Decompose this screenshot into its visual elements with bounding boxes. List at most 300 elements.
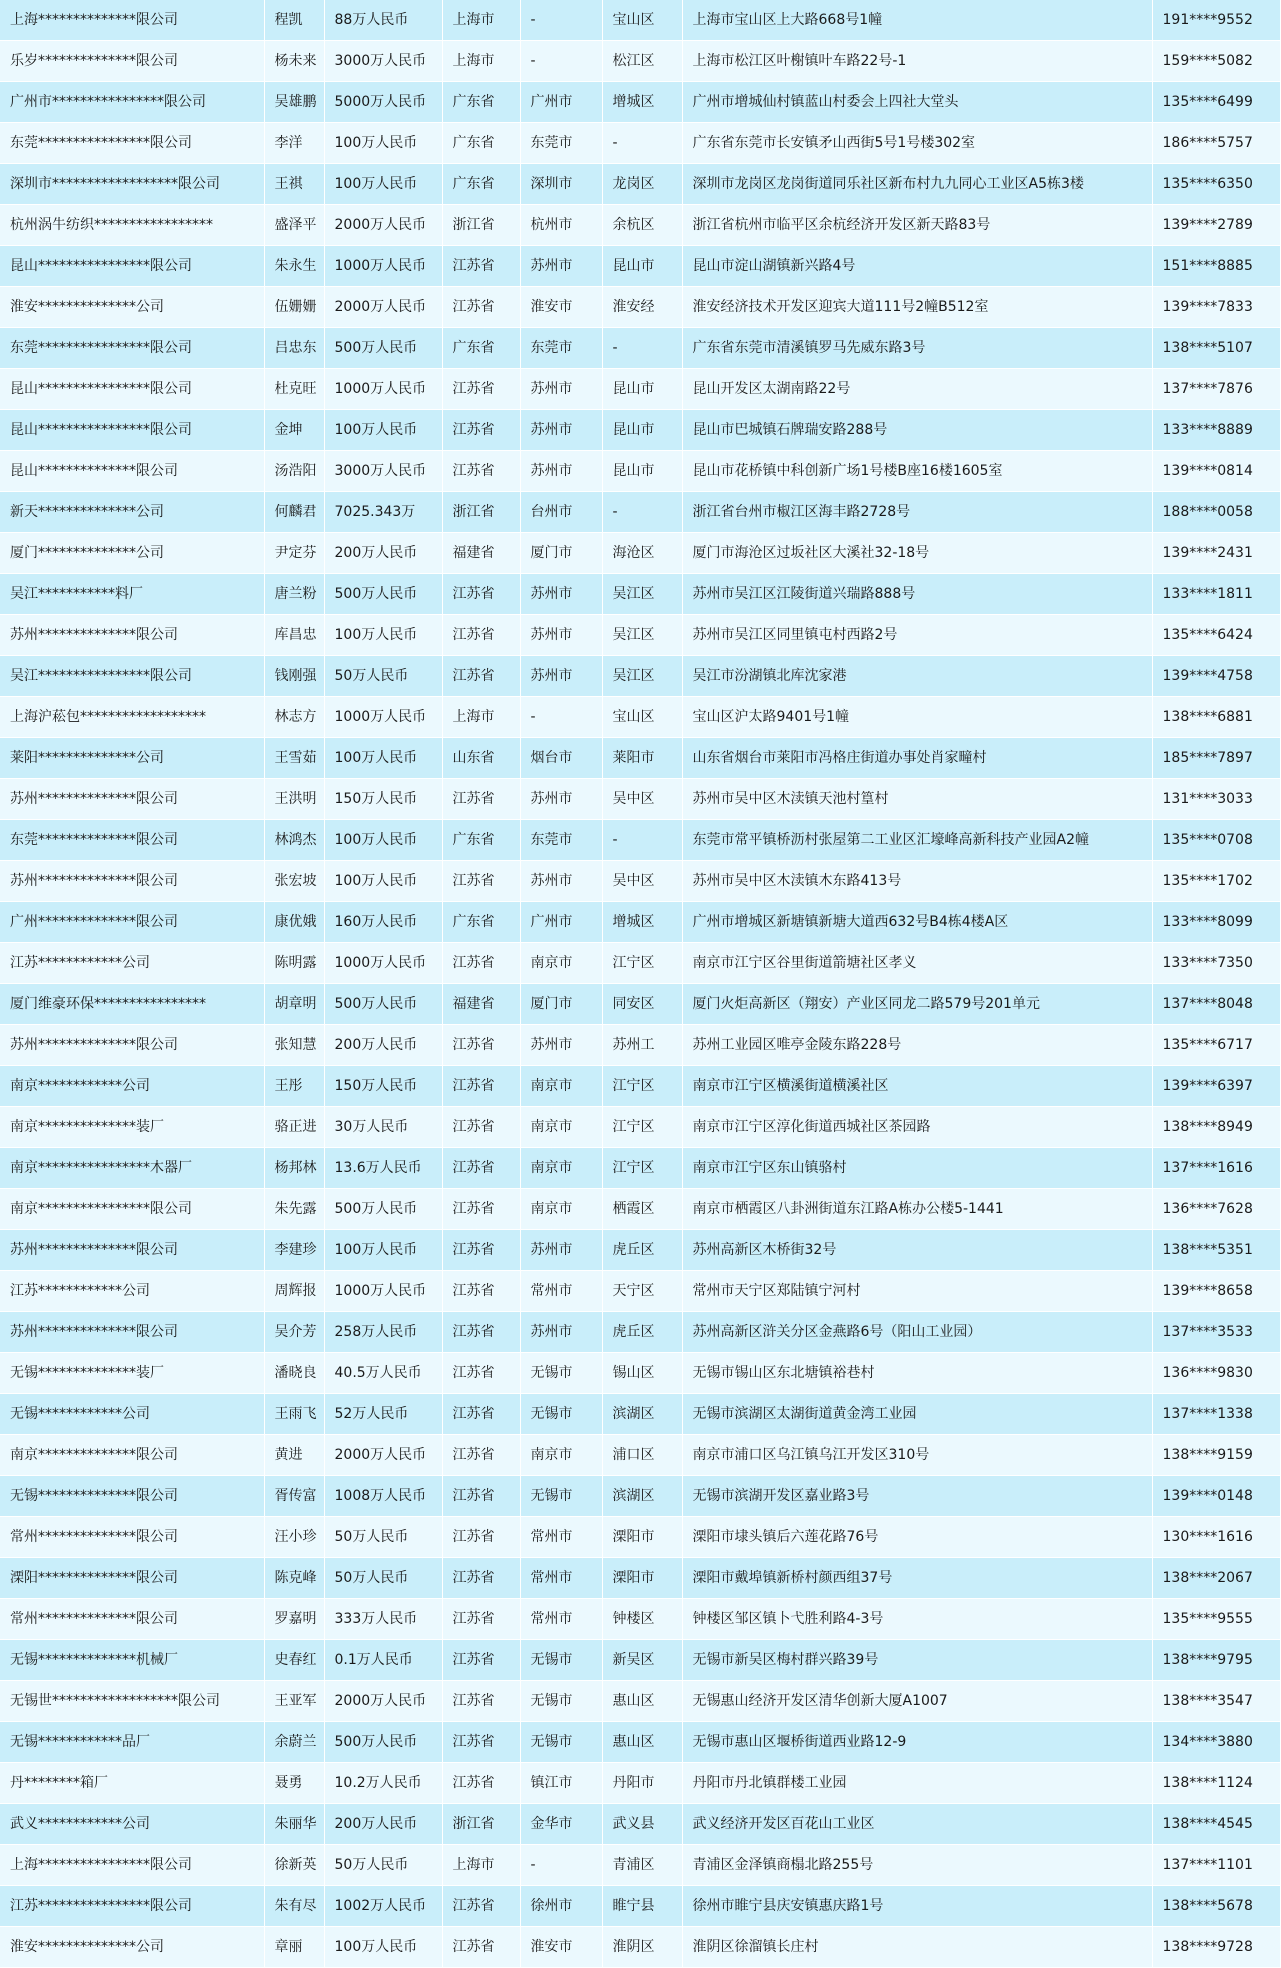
table-row <box>0 1066 1280 1107</box>
phone-cell: 139****0148 <box>1152 1476 1280 1517</box>
city-cell: 东莞市 <box>520 820 602 861</box>
phone-cell: 136****9830 <box>1152 1353 1280 1394</box>
phone-cell: 135****6717 <box>1152 1025 1280 1066</box>
province-cell: 江苏省 <box>442 1640 520 1681</box>
phone-cell: 138****3547 <box>1152 1681 1280 1722</box>
legal-person-cell: 朱有尽 <box>264 1886 324 1927</box>
registered-capital-cell: 0.1万人民币 <box>324 1640 442 1681</box>
district-cell: 青浦区 <box>602 1845 682 1886</box>
legal-person-cell: 罗嘉明 <box>264 1599 324 1640</box>
district-cell: 吴江区 <box>602 574 682 615</box>
province-cell: 江苏省 <box>442 1066 520 1107</box>
phone-cell: 185****7897 <box>1152 738 1280 779</box>
address-cell: 溧阳市戴埠镇新桥村颜西组37号 <box>682 1558 1152 1599</box>
table-row <box>0 656 1280 697</box>
table-row <box>0 574 1280 615</box>
company-name-cell: 东莞****************限公司 <box>0 123 264 164</box>
city-cell: 苏州市 <box>520 861 602 902</box>
phone-cell: 135****9555 <box>1152 1599 1280 1640</box>
table-row <box>0 1230 1280 1271</box>
company-name-cell: 东莞****************限公司 <box>0 328 264 369</box>
phone-cell: 133****1811 <box>1152 574 1280 615</box>
legal-person-cell: 汤浩阳 <box>264 451 324 492</box>
district-cell: - <box>602 328 682 369</box>
legal-person-cell: 史春红 <box>264 1640 324 1681</box>
registered-capital-cell: 100万人民币 <box>324 820 442 861</box>
province-cell: 江苏省 <box>442 1558 520 1599</box>
legal-person-cell: 钱刚强 <box>264 656 324 697</box>
phone-cell: 138****8949 <box>1152 1107 1280 1148</box>
city-cell: 无锡市 <box>520 1353 602 1394</box>
city-cell: 苏州市 <box>520 1025 602 1066</box>
district-cell: 浦口区 <box>602 1435 682 1476</box>
phone-cell: 138****5351 <box>1152 1230 1280 1271</box>
phone-cell: 137****1101 <box>1152 1845 1280 1886</box>
legal-person-cell: 康优娥 <box>264 902 324 943</box>
district-cell: 龙岗区 <box>602 164 682 205</box>
legal-person-cell: 周辉报 <box>264 1271 324 1312</box>
address-cell: 南京市浦口区乌江镇乌江开发区310号 <box>682 1435 1152 1476</box>
city-cell: 无锡市 <box>520 1722 602 1763</box>
address-cell: 钟楼区邹区镇卜弋胜利路4-3号 <box>682 1599 1152 1640</box>
registered-capital-cell: 100万人民币 <box>324 738 442 779</box>
table-row <box>0 1353 1280 1394</box>
phone-cell: 136****7628 <box>1152 1189 1280 1230</box>
province-cell: 上海市 <box>442 1845 520 1886</box>
legal-person-cell: 章丽 <box>264 1927 324 1968</box>
province-cell: 江苏省 <box>442 1189 520 1230</box>
phone-cell: 133****8099 <box>1152 902 1280 943</box>
registered-capital-cell: 5000万人民币 <box>324 82 442 123</box>
legal-person-cell: 杜克旺 <box>264 369 324 410</box>
district-cell: 昆山市 <box>602 451 682 492</box>
table-row <box>0 1804 1280 1845</box>
province-cell: 江苏省 <box>442 287 520 328</box>
table-row <box>0 1148 1280 1189</box>
phone-cell: 131****3033 <box>1152 779 1280 820</box>
table-row <box>0 410 1280 451</box>
city-cell: 镇江市 <box>520 1763 602 1804</box>
province-cell: 江苏省 <box>442 246 520 287</box>
phone-cell: 138****9728 <box>1152 1927 1280 1968</box>
province-cell: 江苏省 <box>442 656 520 697</box>
district-cell: - <box>602 123 682 164</box>
city-cell: 南京市 <box>520 1189 602 1230</box>
city-cell: 烟台市 <box>520 738 602 779</box>
address-cell: 无锡市新吴区梅村群兴路39号 <box>682 1640 1152 1681</box>
city-cell: 广州市 <box>520 82 602 123</box>
legal-person-cell: 吴介芳 <box>264 1312 324 1353</box>
phone-cell: 135****6350 <box>1152 164 1280 205</box>
province-cell: 广东省 <box>442 820 520 861</box>
company-name-cell: 江苏************公司 <box>0 943 264 984</box>
phone-cell: 135****6499 <box>1152 82 1280 123</box>
district-cell: 睢宁县 <box>602 1886 682 1927</box>
legal-person-cell: 王雨飞 <box>264 1394 324 1435</box>
city-cell: 常州市 <box>520 1517 602 1558</box>
province-cell: 江苏省 <box>442 1681 520 1722</box>
table-row <box>0 123 1280 164</box>
company-name-cell: 苏州**************限公司 <box>0 615 264 656</box>
table-row <box>0 82 1280 123</box>
district-cell: 江宁区 <box>602 1107 682 1148</box>
address-cell: 广州市增城区新塘镇新塘大道西632号B4栋4楼A区 <box>682 902 1152 943</box>
city-cell: 无锡市 <box>520 1394 602 1435</box>
address-cell: 广东省东莞市长安镇矛山西街5号1号楼302室 <box>682 123 1152 164</box>
phone-cell: 138****1124 <box>1152 1763 1280 1804</box>
table-row <box>0 1025 1280 1066</box>
province-cell: 广东省 <box>442 164 520 205</box>
address-cell: 浙江省杭州市临平区余杭经济开发区新天路83号 <box>682 205 1152 246</box>
phone-cell: 137****1338 <box>1152 1394 1280 1435</box>
company-name-cell: 深圳市******************限公司 <box>0 164 264 205</box>
phone-cell: 138****2067 <box>1152 1558 1280 1599</box>
company-name-cell: 东莞**************限公司 <box>0 820 264 861</box>
city-cell: 苏州市 <box>520 615 602 656</box>
table-row <box>0 451 1280 492</box>
phone-cell: 139****2431 <box>1152 533 1280 574</box>
district-cell: 江宁区 <box>602 1066 682 1107</box>
city-cell: 常州市 <box>520 1558 602 1599</box>
table-row <box>0 1599 1280 1640</box>
legal-person-cell: 王洪明 <box>264 779 324 820</box>
city-cell: 无锡市 <box>520 1640 602 1681</box>
city-cell: 苏州市 <box>520 656 602 697</box>
legal-person-cell: 骆正进 <box>264 1107 324 1148</box>
registered-capital-cell: 200万人民币 <box>324 533 442 574</box>
legal-person-cell: 黄进 <box>264 1435 324 1476</box>
district-cell: 锡山区 <box>602 1353 682 1394</box>
district-cell: 吴中区 <box>602 861 682 902</box>
address-cell: 苏州市吴江区江陵街道兴瑞路888号 <box>682 574 1152 615</box>
district-cell: 同安区 <box>602 984 682 1025</box>
registered-capital-cell: 50万人民币 <box>324 1845 442 1886</box>
district-cell: 江宁区 <box>602 943 682 984</box>
city-cell: 深圳市 <box>520 164 602 205</box>
registered-capital-cell: 7025.343万 <box>324 492 442 533</box>
address-cell: 丹阳市丹北镇群楼工业园 <box>682 1763 1152 1804</box>
table-row <box>0 615 1280 656</box>
province-cell: 上海市 <box>442 41 520 82</box>
address-cell: 徐州市睢宁县庆安镇惠庆路1号 <box>682 1886 1152 1927</box>
district-cell: 惠山区 <box>602 1722 682 1763</box>
district-cell: 莱阳市 <box>602 738 682 779</box>
address-cell: 无锡惠山经济开发区清华创新大厦A1007 <box>682 1681 1152 1722</box>
company-name-cell: 淮安**************公司 <box>0 1927 264 1968</box>
legal-person-cell: 胡章明 <box>264 984 324 1025</box>
legal-person-cell: 张知慧 <box>264 1025 324 1066</box>
company-name-cell: 厦门**************公司 <box>0 533 264 574</box>
company-name-cell: 上海****************限公司 <box>0 1845 264 1886</box>
legal-person-cell: 王雪茹 <box>264 738 324 779</box>
company-name-cell: 乐岁**************限公司 <box>0 41 264 82</box>
province-cell: 江苏省 <box>442 1271 520 1312</box>
phone-cell: 138****4545 <box>1152 1804 1280 1845</box>
district-cell: 余杭区 <box>602 205 682 246</box>
company-name-cell: 南京****************限公司 <box>0 1189 264 1230</box>
company-name-cell: 吴江***********料厂 <box>0 574 264 615</box>
phone-cell: 138****9795 <box>1152 1640 1280 1681</box>
legal-person-cell: 吴雄鹏 <box>264 82 324 123</box>
registered-capital-cell: 100万人民币 <box>324 164 442 205</box>
address-cell: 南京市江宁区横溪街道横溪社区 <box>682 1066 1152 1107</box>
registered-capital-cell: 3000万人民币 <box>324 41 442 82</box>
district-cell: 新吴区 <box>602 1640 682 1681</box>
table-row <box>0 1517 1280 1558</box>
table-row <box>0 369 1280 410</box>
registered-capital-cell: 500万人民币 <box>324 1189 442 1230</box>
city-cell: 东莞市 <box>520 123 602 164</box>
table-row <box>0 1640 1280 1681</box>
registered-capital-cell: 1000万人民币 <box>324 369 442 410</box>
registered-capital-cell: 2000万人民币 <box>324 205 442 246</box>
province-cell: 江苏省 <box>442 1107 520 1148</box>
city-cell: 南京市 <box>520 943 602 984</box>
city-cell: 无锡市 <box>520 1681 602 1722</box>
registered-capital-cell: 1000万人民币 <box>324 1271 442 1312</box>
phone-cell: 130****1616 <box>1152 1517 1280 1558</box>
registered-capital-cell: 1000万人民币 <box>324 943 442 984</box>
registered-capital-cell: 50万人民币 <box>324 656 442 697</box>
legal-person-cell: 林鸿杰 <box>264 820 324 861</box>
city-cell: 广州市 <box>520 902 602 943</box>
legal-person-cell: 尹定芬 <box>264 533 324 574</box>
phone-cell: 139****4758 <box>1152 656 1280 697</box>
address-cell: 南京市江宁区东山镇骆村 <box>682 1148 1152 1189</box>
company-name-cell: 广州**************限公司 <box>0 902 264 943</box>
registered-capital-cell: 100万人民币 <box>324 123 442 164</box>
legal-person-cell: 李建珍 <box>264 1230 324 1271</box>
province-cell: 江苏省 <box>442 1435 520 1476</box>
table-row <box>0 164 1280 205</box>
table-row <box>0 984 1280 1025</box>
phone-cell: 133****7350 <box>1152 943 1280 984</box>
city-cell: - <box>520 0 602 41</box>
legal-person-cell: 汪小珍 <box>264 1517 324 1558</box>
company-name-cell: 无锡************品厂 <box>0 1722 264 1763</box>
company-name-cell: 江苏************公司 <box>0 1271 264 1312</box>
company-name-cell: 苏州**************限公司 <box>0 779 264 820</box>
company-name-cell: 丹********箱厂 <box>0 1763 264 1804</box>
company-name-cell: 莱阳**************公司 <box>0 738 264 779</box>
table-row <box>0 0 1280 41</box>
company-name-cell: 厦门维豪环保**************** <box>0 984 264 1025</box>
legal-person-cell: 潘晓良 <box>264 1353 324 1394</box>
phone-cell: 138****5107 <box>1152 328 1280 369</box>
province-cell: 广东省 <box>442 123 520 164</box>
address-cell: 溧阳市埭头镇后六莲花路76号 <box>682 1517 1152 1558</box>
legal-person-cell: 陈克峰 <box>264 1558 324 1599</box>
address-cell: 广东省东莞市清溪镇罗马先威东路3号 <box>682 328 1152 369</box>
city-cell: 厦门市 <box>520 984 602 1025</box>
province-cell: 江苏省 <box>442 861 520 902</box>
registered-capital-cell: 500万人民币 <box>324 574 442 615</box>
district-cell: 滨湖区 <box>602 1394 682 1435</box>
registered-capital-cell: 100万人民币 <box>324 1927 442 1968</box>
address-cell: 南京市江宁区谷里街道箭塘社区孝义 <box>682 943 1152 984</box>
registered-capital-cell: 50万人民币 <box>324 1558 442 1599</box>
company-name-cell: 上海**************限公司 <box>0 0 264 41</box>
phone-cell: 133****8889 <box>1152 410 1280 451</box>
registered-capital-cell: 2000万人民币 <box>324 287 442 328</box>
company-name-cell: 昆山**************限公司 <box>0 451 264 492</box>
registered-capital-cell: 52万人民币 <box>324 1394 442 1435</box>
phone-cell: 139****2789 <box>1152 205 1280 246</box>
legal-person-cell: 徐新英 <box>264 1845 324 1886</box>
company-name-cell: 南京****************木器厂 <box>0 1148 264 1189</box>
city-cell: 苏州市 <box>520 410 602 451</box>
district-cell: 吴中区 <box>602 779 682 820</box>
registered-capital-cell: 2000万人民币 <box>324 1435 442 1476</box>
phone-cell: 191****9552 <box>1152 0 1280 41</box>
province-cell: 江苏省 <box>442 1927 520 1968</box>
table-row <box>0 328 1280 369</box>
company-name-cell: 武义************公司 <box>0 1804 264 1845</box>
table-row <box>0 1886 1280 1927</box>
table-row <box>0 902 1280 943</box>
table-row <box>0 1558 1280 1599</box>
registered-capital-cell: 150万人民币 <box>324 1066 442 1107</box>
address-cell: 昆山开发区太湖南路22号 <box>682 369 1152 410</box>
registered-capital-cell: 2000万人民币 <box>324 1681 442 1722</box>
table-row <box>0 205 1280 246</box>
province-cell: 江苏省 <box>442 1722 520 1763</box>
district-cell: 江宁区 <box>602 1148 682 1189</box>
legal-person-cell: 吕忠东 <box>264 328 324 369</box>
address-cell: 青浦区金泽镇商榻北路255号 <box>682 1845 1152 1886</box>
phone-cell: 138****9159 <box>1152 1435 1280 1476</box>
district-cell: 滨湖区 <box>602 1476 682 1517</box>
company-name-cell: 南京************公司 <box>0 1066 264 1107</box>
table-row <box>0 943 1280 984</box>
company-name-cell: 常州**************限公司 <box>0 1599 264 1640</box>
address-cell: 武义经济开发区百花山工业区 <box>682 1804 1152 1845</box>
legal-person-cell: 唐兰粉 <box>264 574 324 615</box>
table-row <box>0 1435 1280 1476</box>
address-cell: 宝山区沪太路9401号1幢 <box>682 697 1152 738</box>
registered-capital-cell: 100万人民币 <box>324 615 442 656</box>
legal-person-cell: 杨未来 <box>264 41 324 82</box>
phone-cell: 137****8048 <box>1152 984 1280 1025</box>
district-cell: 溧阳市 <box>602 1517 682 1558</box>
company-name-cell: 淮安**************公司 <box>0 287 264 328</box>
province-cell: 江苏省 <box>442 615 520 656</box>
province-cell: 福建省 <box>442 533 520 574</box>
phone-cell: 135****6424 <box>1152 615 1280 656</box>
table-row <box>0 820 1280 861</box>
company-name-cell: 苏州**************限公司 <box>0 1312 264 1353</box>
address-cell: 苏州市吴中区木渎镇木东路413号 <box>682 861 1152 902</box>
table-row <box>0 492 1280 533</box>
city-cell: 南京市 <box>520 1435 602 1476</box>
address-cell: 南京市栖霞区八卦洲街道东江路A栋办公楼5-1441 <box>682 1189 1152 1230</box>
registered-capital-cell: 100万人民币 <box>324 1230 442 1271</box>
registered-capital-cell: 40.5万人民币 <box>324 1353 442 1394</box>
legal-person-cell: 朱先露 <box>264 1189 324 1230</box>
table-row <box>0 1681 1280 1722</box>
province-cell: 江苏省 <box>442 410 520 451</box>
legal-person-cell: 库昌忠 <box>264 615 324 656</box>
registered-capital-cell: 50万人民币 <box>324 1517 442 1558</box>
legal-person-cell: 余蔚兰 <box>264 1722 324 1763</box>
phone-cell: 138****6881 <box>1152 697 1280 738</box>
registered-capital-cell: 258万人民币 <box>324 1312 442 1353</box>
city-cell: - <box>520 41 602 82</box>
company-name-cell: 无锡**************装厂 <box>0 1353 264 1394</box>
phone-cell: 139****0814 <box>1152 451 1280 492</box>
company-name-cell: 江苏****************限公司 <box>0 1886 264 1927</box>
legal-person-cell: 王彤 <box>264 1066 324 1107</box>
address-cell: 东莞市常平镇桥沥村张屋第二工业区汇壕峰高新科技产业园A2幢 <box>682 820 1152 861</box>
registered-capital-cell: 500万人民币 <box>324 1722 442 1763</box>
district-cell: 淮安经 <box>602 287 682 328</box>
district-cell: 惠山区 <box>602 1681 682 1722</box>
company-name-cell: 溧阳**************限公司 <box>0 1558 264 1599</box>
province-cell: 江苏省 <box>442 1599 520 1640</box>
phone-cell: 159****5082 <box>1152 41 1280 82</box>
district-cell: 吴江区 <box>602 656 682 697</box>
province-cell: 江苏省 <box>442 1763 520 1804</box>
province-cell: 浙江省 <box>442 205 520 246</box>
table-row <box>0 1394 1280 1435</box>
company-name-cell: 广州市****************限公司 <box>0 82 264 123</box>
table-row <box>0 533 1280 574</box>
district-cell: 丹阳市 <box>602 1763 682 1804</box>
city-cell: 淮安市 <box>520 1927 602 1968</box>
address-cell: 浙江省台州市椒江区海丰路2728号 <box>682 492 1152 533</box>
district-cell: 苏州工 <box>602 1025 682 1066</box>
table-row <box>0 1763 1280 1804</box>
province-cell: 浙江省 <box>442 492 520 533</box>
phone-cell: 186****5757 <box>1152 123 1280 164</box>
city-cell: 厦门市 <box>520 533 602 574</box>
province-cell: 江苏省 <box>442 1353 520 1394</box>
address-cell: 苏州市吴江区同里镇屯村西路2号 <box>682 615 1152 656</box>
address-cell: 无锡市滨湖开发区嘉业路3号 <box>682 1476 1152 1517</box>
province-cell: 江苏省 <box>442 779 520 820</box>
legal-person-cell: 张宏坡 <box>264 861 324 902</box>
address-cell: 南京市江宁区淳化街道西城社区茶园路 <box>682 1107 1152 1148</box>
province-cell: 江苏省 <box>442 1025 520 1066</box>
province-cell: 福建省 <box>442 984 520 1025</box>
address-cell: 苏州工业园区唯亭金陵东路228号 <box>682 1025 1152 1066</box>
province-cell: 江苏省 <box>442 1230 520 1271</box>
address-cell: 无锡市惠山区堰桥街道西业路12-9 <box>682 1722 1152 1763</box>
table-row <box>0 1476 1280 1517</box>
address-cell: 广州市增城仙村镇蓝山村委会上四社大堂头 <box>682 82 1152 123</box>
company-name-cell: 无锡**************限公司 <box>0 1476 264 1517</box>
city-cell: 苏州市 <box>520 1312 602 1353</box>
address-cell: 山东省烟台市莱阳市冯格庄街道办事处肖家疃村 <box>682 738 1152 779</box>
registered-capital-cell: 200万人民币 <box>324 1804 442 1845</box>
registered-capital-cell: 100万人民币 <box>324 410 442 451</box>
city-cell: 常州市 <box>520 1599 602 1640</box>
registered-capital-cell: 3000万人民币 <box>324 451 442 492</box>
province-cell: 江苏省 <box>442 574 520 615</box>
table-row <box>0 1312 1280 1353</box>
legal-person-cell: 何麟君 <box>264 492 324 533</box>
province-cell: 山东省 <box>442 738 520 779</box>
city-cell: 南京市 <box>520 1066 602 1107</box>
company-name-cell: 上海沪菘包****************** <box>0 697 264 738</box>
registered-capital-cell: 200万人民币 <box>324 1025 442 1066</box>
city-cell: 常州市 <box>520 1271 602 1312</box>
district-cell: 昆山市 <box>602 410 682 451</box>
province-cell: 广东省 <box>442 82 520 123</box>
address-cell: 上海市松江区叶榭镇叶车路22号-1 <box>682 41 1152 82</box>
district-cell: 宝山区 <box>602 0 682 41</box>
address-cell: 昆山市巴城镇石牌瑞安路288号 <box>682 410 1152 451</box>
